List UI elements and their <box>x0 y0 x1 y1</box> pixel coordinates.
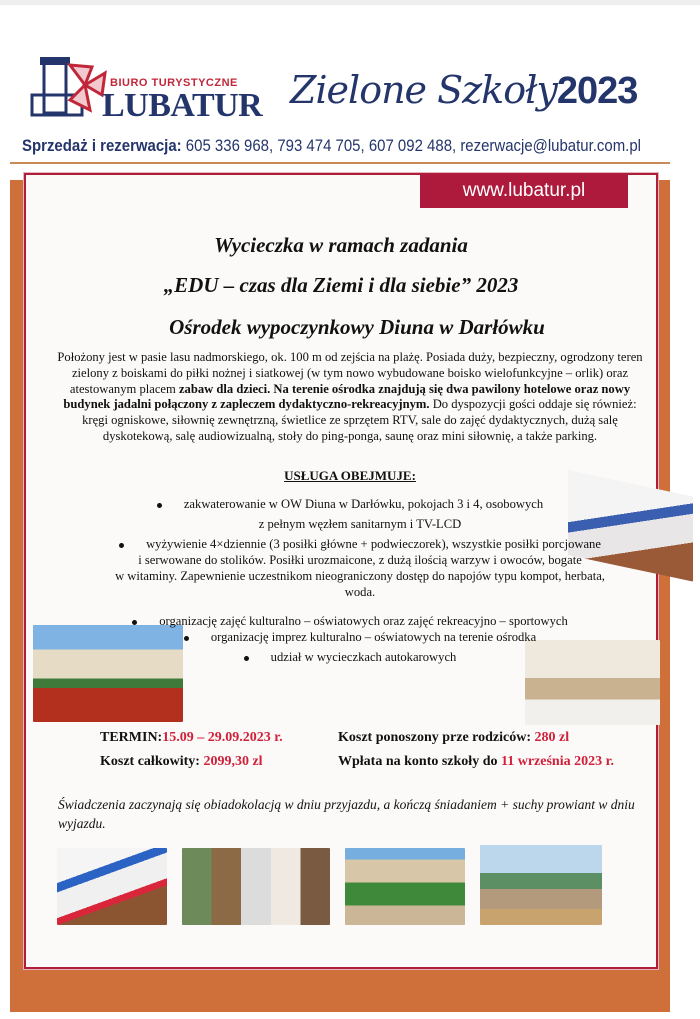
tower-windmill-icon <box>30 55 110 125</box>
bullet-icon <box>244 656 249 661</box>
total-cost <box>100 754 263 770</box>
bullet-icon <box>132 620 137 625</box>
divider <box>10 162 670 164</box>
service-item-cont: w witaminy. Zapewnienie uczestnikom nieograniczony dostęp do napojów typu kompot, herbata, <box>115 569 605 583</box>
meals-note: Świadczenia zaczynają się obiadokolacją w dniu przyjazdu, a kończą śniadaniem + suchy prowiant w dniu wyjazdu. <box>58 797 635 831</box>
term-label: TERMIN: <box>100 730 163 745</box>
contact-label: Sprzedaż i rezerwacja: <box>22 136 182 155</box>
parent-cost <box>338 730 569 746</box>
restaurant-photo <box>525 640 660 725</box>
bullet-icon <box>184 636 189 641</box>
service-item <box>150 630 570 646</box>
service-text: udział w wycieczkach autokarowych <box>270 650 457 664</box>
total-cost-label: Koszt całkowity: <box>100 754 204 769</box>
services-heading: USŁUGA OBEJMUJE: <box>284 468 416 483</box>
service-text: organizację imprez kulturalno – oświatowych na terenie ośrodka <box>210 630 537 644</box>
payment-value: 11 września 2023 r. <box>500 754 615 769</box>
program-title <box>290 68 637 113</box>
service-item <box>140 497 560 513</box>
bullet-icon <box>119 543 124 548</box>
service-item-cont: woda. <box>344 585 376 599</box>
parent-cost-label: Koszt ponoszony prze rodziców: <box>338 730 535 745</box>
service-item <box>80 537 640 553</box>
top-strip <box>0 0 700 5</box>
title-line-2: „EDU – czas dla Ziemi i dla siebie” 2023 <box>163 273 519 297</box>
term-value: 15.09 – 29.09.2023 r. <box>162 730 283 745</box>
contact-line <box>22 136 641 156</box>
lubatur-logo <box>30 55 263 135</box>
gallery-photo-playground <box>345 848 465 925</box>
description-text-2: Do dyspozycji gości oddaje się również: kręgi ogniskowe, siłownię zewnętrzną, świetlice ze sprzętem RTV, sale do zajęć dydaktycznych, dużą salę dyskotekową, salę audiowizualną, stoły do ping-ponga, saunę oraz mini siłownię, a także parking. <box>82 397 637 443</box>
title-line-1: Wycieczka w ramach zadania <box>214 233 468 257</box>
program-name: Zielone Szkoły <box>290 68 557 112</box>
gallery-photo-room <box>57 848 167 925</box>
service-item <box>200 650 500 666</box>
description <box>50 350 650 445</box>
service-text: zakwaterowanie w OW Diuna w Darłówku, pokojach 3 i 4, osobowych <box>183 497 544 511</box>
bullet-icon <box>157 503 162 508</box>
service-text: organizację zajęć kulturalno – oświatowych oraz zajęć rekreacyjno – sportowych <box>159 614 568 628</box>
total-cost-value: 2099,30 zl <box>203 754 263 769</box>
gallery-photo-outdoor-gym <box>480 845 602 925</box>
title-line-3: Ośrodek wypoczynkowy Diuna w Darłówku <box>169 315 545 339</box>
contact-details: 605 336 968, 793 474 705, 607 092 488, rezerwacje@lubatur.com.pl <box>181 136 641 155</box>
service-item <box>100 614 600 630</box>
payment-label: Wpłata na konto szkoły do <box>338 754 501 769</box>
logo-subtitle: BIURO TURYSTYCZNE <box>110 77 238 89</box>
program-year: 2023 <box>556 70 638 112</box>
description-bold: zabaw dla dzieci. Na terenie ośrodka znajdują się dwa pawilony hotelowe oraz nowy budynek jadalni połączony z zapleczem dydaktyczno-rekreacyjnym. <box>63 381 631 412</box>
service-item-cont: i serwowane do stolików. Posiłki urozmaicone, z dużą ilością warzyw i owoców, bogate <box>138 553 582 567</box>
parent-cost-value: 280 zl <box>534 730 570 745</box>
service-item-cont: z pełnym węzłem sanitarnym i TV-LCD <box>258 517 462 531</box>
website-link[interactable]: www.lubatur.pl <box>420 174 628 208</box>
payment-deadline <box>338 754 614 770</box>
gallery-photo-balcony <box>182 848 330 925</box>
term <box>100 730 283 746</box>
service-text: wyżywienie 4×dziennie (3 posiłki główne + podwieczorek), wszystkie posiłki porcjowane <box>146 537 601 551</box>
logo-name: LUBATUR <box>102 87 263 124</box>
description-text: Położony jest w pasie lasu nadmorskiego, ok. 100 m od zejścia na plażę. Posiada duży, bezpieczny, ogrodzony teren zielony z boiskami do piłki nożnej i siatkowej (w tym nowo wybudowane boisko wielofunkcyjne – orlik) oraz atestowanym placem <box>57 350 643 396</box>
